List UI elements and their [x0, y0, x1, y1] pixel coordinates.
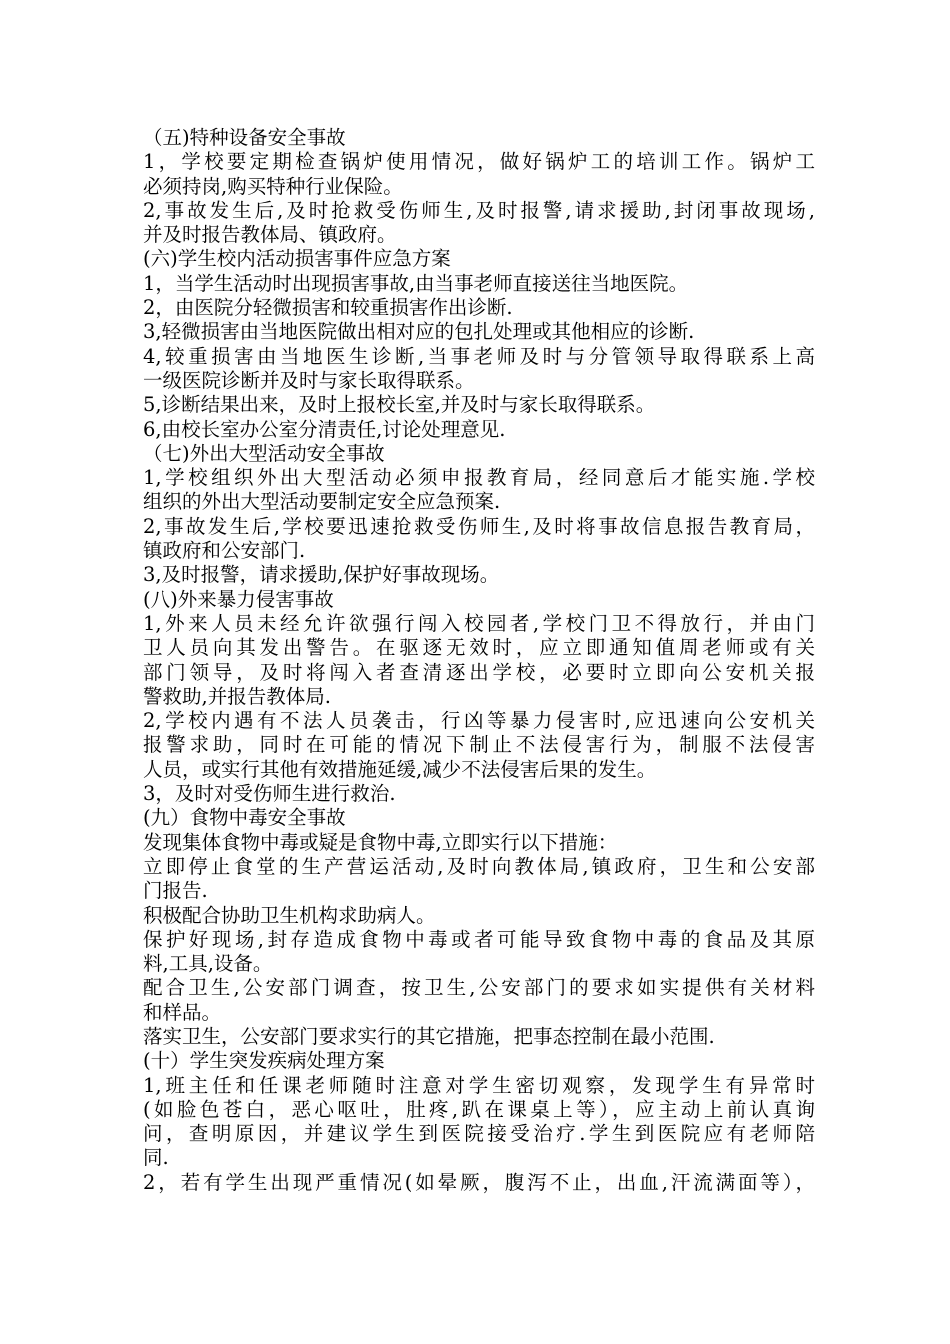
text-line: 4,较重损害由当地医生诊断,当事老师及时与分管领导取得联系上高	[143, 344, 815, 368]
text-line: 2,学校内遇有不法人员袭击，行凶等暴力侵害时,应迅速向公安机关	[143, 709, 815, 733]
text-line: 警救助,并报告教体局.	[143, 684, 331, 708]
text-line: 一级医院诊断并及时与家长取得联系。	[143, 368, 475, 392]
text-line: 1，当学生活动时出现损害事故,由当事老师直接送往当地医院。	[143, 271, 689, 295]
text-line: 保护好现场,封存造成食物中毒或者可能导致食物中毒的食品及其原	[143, 927, 815, 951]
text-line: 问，查明原因，并建议学生到医院接受治疗.学生到医院应有老师陪	[143, 1122, 815, 1146]
text-line: 6,由校长室办公室分清责任,讨论处理意见.	[143, 417, 506, 441]
text-line: 2，由医院分轻微损害和较重损害作出诊断.	[143, 296, 513, 320]
text-line: 3,轻微损害由当地医院做出相对应的包扎处理或其他相应的诊断.	[143, 320, 695, 344]
text-line: 人员，或实行其他有效措施延缓,减少不法侵害后果的发生。	[143, 757, 657, 781]
text-line: 5,诊断结果出来，及时上报校长室,并及时与家长取得联系。	[143, 393, 656, 417]
text-line: 3，及时对受伤师生进行救治.	[143, 782, 396, 806]
text-line: 1,学校组织外出大型活动必须申报教育局，经同意后才能实施.学校	[143, 466, 815, 490]
section-heading-10: (十）学生突发疾病处理方案	[143, 1049, 385, 1073]
section-heading-9: (九）食物中毒安全事故	[143, 806, 346, 830]
section-heading-5: （五)特种设备安全事故	[143, 126, 346, 149]
text-line: 卫人员向其发出警告。在驱逐无效时，应立即通知值周老师或有关	[143, 636, 815, 660]
document-body	[143, 126, 815, 1195]
text-line: 2,事故发生后,学校要迅速抢救受伤师生,及时将事故信息报告教育局，	[143, 514, 815, 538]
text-line: 报警求助，同时在可能的情况下制止不法侵害行为，制服不法侵害	[143, 733, 815, 757]
section-heading-6: (六)学生校内活动损害事件应急方案	[143, 247, 451, 271]
text-line: (如脸色苍白，恶心呕吐，肚疼,趴在课桌上等），应主动上前认真询	[143, 1097, 815, 1121]
text-line: 发现集体食物中毒或疑是食物中毒,立即实行以下措施：	[143, 830, 618, 854]
text-line: 2，若有学生出现严重情况(如晕厥，腹泻不止，出血,汗流满面等），	[143, 1170, 815, 1194]
text-line: 部门领导，及时将闯入者查清逐出学校，必要时立即向公安机关报	[143, 660, 815, 684]
text-line: 2,事故发生后,及时抢救受伤师生,及时报警,请求援助,封闭事故现场,	[143, 198, 815, 222]
text-line: 组织的外出大型活动要制定安全应急预案.	[143, 490, 501, 514]
text-line: 必须持岗,购买特种行业保险。	[143, 174, 403, 198]
text-line: 和样品。	[143, 1000, 222, 1024]
text-line: 并及时报告教体局、镇政府。	[143, 223, 397, 247]
text-line: 立即停止食堂的生产营运活动,及时向教体局,镇政府，卫生和公安部	[143, 854, 815, 878]
text-line: 1，学校要定期检查锅炉使用情况，做好锅炉工的培训工作。锅炉工	[143, 150, 815, 174]
text-line: 镇政府和公安部门.	[143, 539, 306, 563]
text-line: 1,外来人员未经允许欲强行闯入校园者,学校门卫不得放行，并由门	[143, 611, 815, 635]
text-line: 落实卫生，公安部门要求实行的其它措施，把事态控制在最小范围.	[143, 1024, 715, 1048]
section-heading-8: (八)外来暴力侵害事故	[143, 587, 334, 611]
text-line: 1,班主任和任课老师随时注意对学生密切观察，发现学生有异常时	[143, 1073, 815, 1097]
text-line: 3,及时报警，请求援助,保护好事故现场。	[143, 563, 500, 587]
text-line: 同.	[143, 1146, 169, 1170]
section-heading-7: （七)外出大型活动安全事故	[143, 441, 385, 465]
text-line: 料,工具,设备。	[143, 952, 273, 976]
text-line: 门报告.	[143, 879, 208, 903]
text-line: 积极配合协助卫生机构求助病人。	[143, 903, 436, 927]
text-line: 配合卫生,公安部门调查，按卫生,公安部门的要求如实提供有关材料	[143, 976, 815, 1000]
